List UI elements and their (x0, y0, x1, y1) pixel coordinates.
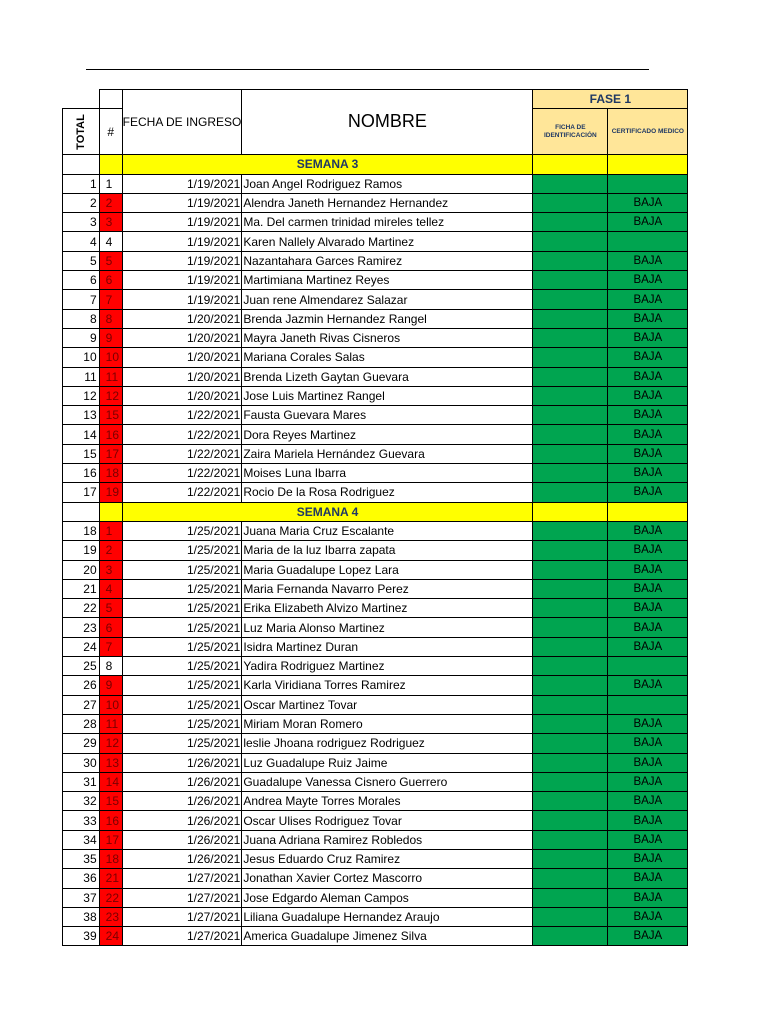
row-certificado (608, 232, 688, 251)
row-ficha (533, 753, 608, 772)
row-nombre: Jesus Eduardo Cruz Ramirez (242, 849, 533, 868)
table-row (63, 579, 688, 598)
row-total: 38 (63, 907, 100, 926)
row-nombre: Brenda Lizeth Gaytan Guevara (242, 367, 533, 386)
row-number: 8 (99, 309, 122, 328)
row-total: 36 (63, 869, 100, 888)
row-ficha (533, 657, 608, 676)
row-fecha: 1/20/2021 (122, 328, 242, 347)
row-fecha: 1/25/2021 (122, 521, 242, 540)
row-fecha: 1/19/2021 (122, 251, 242, 270)
row-number: 14 (99, 772, 122, 791)
row-ficha (533, 464, 608, 483)
section-label: SEMANA 4 (122, 502, 533, 521)
table-row (63, 599, 688, 618)
row-total: 26 (63, 676, 100, 695)
row-fecha: 1/20/2021 (122, 309, 242, 328)
row-fecha: 1/22/2021 (122, 406, 242, 425)
row-certificado: BAJA (608, 444, 688, 463)
row-total: 22 (63, 599, 100, 618)
row-certificado: BAJA (608, 927, 688, 946)
row-ficha (533, 830, 608, 849)
table-row (63, 521, 688, 540)
row-certificado: BAJA (608, 560, 688, 579)
row-ficha (533, 348, 608, 367)
row-certificado: BAJA (608, 618, 688, 637)
row-total: 9 (63, 328, 100, 347)
row-ficha (533, 599, 608, 618)
table-row (63, 309, 688, 328)
table-row (63, 792, 688, 811)
row-certificado: BAJA (608, 869, 688, 888)
row-total: 37 (63, 888, 100, 907)
row-fecha: 1/22/2021 (122, 464, 242, 483)
row-total: 2 (63, 193, 100, 212)
table-row (63, 483, 688, 502)
row-certificado: BAJA (608, 676, 688, 695)
row-fecha: 1/19/2021 (122, 271, 242, 290)
row-total: 31 (63, 772, 100, 791)
row-nombre: Maria de la luz Ibarra zapata (242, 541, 533, 560)
row-certificado: BAJA (608, 637, 688, 656)
fecha-header: FECHA DE INGRESO (122, 90, 242, 155)
row-nombre: leslie Jhoana rodriguez Rodriguez (242, 734, 533, 753)
table-row (63, 734, 688, 753)
row-total: 10 (63, 348, 100, 367)
row-ficha (533, 792, 608, 811)
row-certificado: BAJA (608, 907, 688, 926)
row-ficha (533, 213, 608, 232)
row-certificado (608, 695, 688, 714)
row-fecha: 1/27/2021 (122, 888, 242, 907)
table-row (63, 772, 688, 791)
row-certificado: BAJA (608, 348, 688, 367)
table-row (63, 271, 688, 290)
row-ficha (533, 714, 608, 733)
row-certificado: BAJA (608, 792, 688, 811)
section-label: SEMANA 3 (122, 155, 533, 174)
row-number: 1 (99, 174, 122, 193)
row-certificado: BAJA (608, 251, 688, 270)
row-total: 16 (63, 464, 100, 483)
table-body (63, 155, 688, 946)
row-ficha (533, 927, 608, 946)
row-nombre: Mariana Corales Salas (242, 348, 533, 367)
row-number: 4 (99, 232, 122, 251)
row-number: 21 (99, 869, 122, 888)
row-number: 1 (99, 521, 122, 540)
table-row (63, 560, 688, 579)
row-number: 2 (99, 193, 122, 212)
row-fecha: 1/25/2021 (122, 637, 242, 656)
table-row (63, 232, 688, 251)
row-nombre: Ma. Del carmen trinidad mireles tellez (242, 213, 533, 232)
row-fecha: 1/19/2021 (122, 232, 242, 251)
header-row-phase (63, 90, 688, 109)
table-row (63, 174, 688, 193)
row-ficha (533, 579, 608, 598)
row-fecha: 1/25/2021 (122, 657, 242, 676)
row-fecha: 1/19/2021 (122, 290, 242, 309)
row-fecha: 1/26/2021 (122, 830, 242, 849)
row-fecha: 1/20/2021 (122, 367, 242, 386)
row-ficha (533, 444, 608, 463)
row-ficha (533, 907, 608, 926)
row-ficha (533, 521, 608, 540)
row-fecha: 1/27/2021 (122, 927, 242, 946)
row-nombre: Erika Elizabeth Alvizo Martinez (242, 599, 533, 618)
table-row (63, 425, 688, 444)
num-header: # (99, 109, 122, 155)
table-row (63, 290, 688, 309)
row-nombre: Juana Maria Cruz Escalante (242, 521, 533, 540)
table-row (63, 888, 688, 907)
row-fecha: 1/19/2021 (122, 193, 242, 212)
row-number: 24 (99, 927, 122, 946)
row-certificado: BAJA (608, 753, 688, 772)
row-certificado: BAJA (608, 309, 688, 328)
table-row (63, 193, 688, 212)
row-fecha: 1/25/2021 (122, 579, 242, 598)
table-row (63, 811, 688, 830)
row-total: 24 (63, 637, 100, 656)
row-fecha: 1/25/2021 (122, 714, 242, 733)
row-number: 11 (99, 367, 122, 386)
row-number: 15 (99, 792, 122, 811)
row-number: 10 (99, 348, 122, 367)
row-ficha (533, 849, 608, 868)
table-row (63, 657, 688, 676)
row-certificado: BAJA (608, 811, 688, 830)
row-fecha: 1/19/2021 (122, 174, 242, 193)
row-nombre: Oscar Ulises Rodriguez Tovar (242, 811, 533, 830)
row-nombre: Jose Luis Martinez Rangel (242, 386, 533, 405)
row-nombre: Luz Guadalupe Ruiz Jaime (242, 753, 533, 772)
table-row (63, 637, 688, 656)
row-ficha (533, 695, 608, 714)
row-number: 19 (99, 483, 122, 502)
row-number: 12 (99, 386, 122, 405)
row-number: 18 (99, 464, 122, 483)
row-nombre: Liliana Guadalupe Hernandez Araujo (242, 907, 533, 926)
row-nombre: Dora Reyes Martinez (242, 425, 533, 444)
row-fecha: 1/26/2021 (122, 849, 242, 868)
row-ficha (533, 734, 608, 753)
row-nombre: Jose Edgardo Aleman Campos (242, 888, 533, 907)
row-ficha (533, 676, 608, 695)
row-certificado: BAJA (608, 541, 688, 560)
row-certificado: BAJA (608, 386, 688, 405)
row-ficha (533, 772, 608, 791)
row-fecha: 1/19/2021 (122, 213, 242, 232)
row-ficha (533, 174, 608, 193)
row-certificado: BAJA (608, 772, 688, 791)
table-row (63, 406, 688, 425)
row-ficha (533, 483, 608, 502)
row-ficha (533, 637, 608, 656)
row-nombre: Isidra Martinez Duran (242, 637, 533, 656)
row-number: 7 (99, 637, 122, 656)
row-fecha: 1/20/2021 (122, 386, 242, 405)
row-total: 5 (63, 251, 100, 270)
table-row (63, 444, 688, 463)
row-ficha (533, 367, 608, 386)
table-row (63, 695, 688, 714)
row-ficha (533, 251, 608, 270)
row-total: 32 (63, 792, 100, 811)
row-total: 13 (63, 406, 100, 425)
row-number: 5 (99, 251, 122, 270)
row-total: 39 (63, 927, 100, 946)
table-row (63, 753, 688, 772)
row-ficha (533, 560, 608, 579)
row-nombre: Juan rene Almendarez Salazar (242, 290, 533, 309)
row-number: 18 (99, 849, 122, 868)
row-total: 18 (63, 521, 100, 540)
row-certificado: BAJA (608, 425, 688, 444)
table-row (63, 213, 688, 232)
row-total: 19 (63, 541, 100, 560)
row-total: 12 (63, 386, 100, 405)
row-ficha (533, 328, 608, 347)
table-row (63, 367, 688, 386)
row-nombre: Fausta Guevara Mares (242, 406, 533, 425)
row-total: 3 (63, 213, 100, 232)
table-row (63, 830, 688, 849)
row-certificado: BAJA (608, 328, 688, 347)
table-row (63, 348, 688, 367)
row-ficha (533, 888, 608, 907)
row-fecha: 1/25/2021 (122, 541, 242, 560)
row-fecha: 1/26/2021 (122, 772, 242, 791)
row-total: 25 (63, 657, 100, 676)
row-total: 4 (63, 232, 100, 251)
row-certificado: BAJA (608, 367, 688, 386)
row-fecha: 1/25/2021 (122, 734, 242, 753)
row-nombre: Oscar Martinez Tovar (242, 695, 533, 714)
row-number: 3 (99, 213, 122, 232)
row-number: 12 (99, 734, 122, 753)
row-nombre: Martimiana Martinez Reyes (242, 271, 533, 290)
row-total: 34 (63, 830, 100, 849)
row-total: 21 (63, 579, 100, 598)
row-total: 14 (63, 425, 100, 444)
row-total: 28 (63, 714, 100, 733)
row-nombre: Andrea Mayte Torres Morales (242, 792, 533, 811)
row-number: 4 (99, 579, 122, 598)
row-fecha: 1/27/2021 (122, 907, 242, 926)
row-ficha (533, 425, 608, 444)
row-number: 8 (99, 657, 122, 676)
nombre-header: NOMBRE (242, 90, 533, 155)
row-number: 9 (99, 328, 122, 347)
row-certificado: BAJA (608, 290, 688, 309)
table-row (63, 849, 688, 868)
row-nombre: Yadira Rodriguez Martinez (242, 657, 533, 676)
row-certificado: BAJA (608, 213, 688, 232)
row-total: 35 (63, 849, 100, 868)
row-certificado: BAJA (608, 521, 688, 540)
table-row (63, 464, 688, 483)
row-number: 6 (99, 618, 122, 637)
row-nombre: Brenda Jazmin Hernandez Rangel (242, 309, 533, 328)
row-certificado: BAJA (608, 849, 688, 868)
row-ficha (533, 618, 608, 637)
section-row (63, 502, 688, 521)
row-nombre: Joan Angel Rodriguez Ramos (242, 174, 533, 193)
row-total: 17 (63, 483, 100, 502)
row-number: 5 (99, 599, 122, 618)
ficha-header: FICHA DE IDENTIFICACIÓN (533, 109, 608, 155)
row-nombre: Maria Guadalupe Lopez Lara (242, 560, 533, 579)
row-fecha: 1/22/2021 (122, 425, 242, 444)
row-certificado: BAJA (608, 271, 688, 290)
row-nombre: Karla Viridiana Torres Ramirez (242, 676, 533, 695)
fase-header: FASE 1 (533, 90, 688, 109)
row-total: 27 (63, 695, 100, 714)
row-number: 17 (99, 444, 122, 463)
row-total: 33 (63, 811, 100, 830)
row-fecha: 1/22/2021 (122, 444, 242, 463)
row-number: 6 (99, 271, 122, 290)
row-certificado: BAJA (608, 888, 688, 907)
row-total: 1 (63, 174, 100, 193)
section-row (63, 155, 688, 174)
row-fecha: 1/25/2021 (122, 676, 242, 695)
row-total: 7 (63, 290, 100, 309)
row-nombre: Mayra Janeth Rivas Cisneros (242, 328, 533, 347)
row-fecha: 1/25/2021 (122, 618, 242, 637)
row-ficha (533, 232, 608, 251)
row-total: 15 (63, 444, 100, 463)
row-certificado: BAJA (608, 193, 688, 212)
row-nombre: Miriam Moran Romero (242, 714, 533, 733)
row-number: 2 (99, 541, 122, 560)
row-certificado: BAJA (608, 714, 688, 733)
row-number: 10 (99, 695, 122, 714)
row-certificado: BAJA (608, 734, 688, 753)
row-nombre: Luz Maria Alonso Martinez (242, 618, 533, 637)
row-number: 17 (99, 830, 122, 849)
row-ficha (533, 271, 608, 290)
row-nombre: Karen Nallely Alvarado Martinez (242, 232, 533, 251)
row-fecha: 1/25/2021 (122, 695, 242, 714)
row-total: 30 (63, 753, 100, 772)
row-certificado (608, 174, 688, 193)
row-fecha: 1/25/2021 (122, 560, 242, 579)
table-row (63, 541, 688, 560)
row-number: 22 (99, 888, 122, 907)
row-certificado (608, 657, 688, 676)
total-header: TOTAL (63, 109, 100, 155)
row-fecha: 1/22/2021 (122, 483, 242, 502)
row-fecha: 1/25/2021 (122, 599, 242, 618)
row-certificado: BAJA (608, 483, 688, 502)
top-rule (86, 69, 649, 70)
row-number: 7 (99, 290, 122, 309)
row-certificado: BAJA (608, 830, 688, 849)
row-nombre: Guadalupe Vanessa Cisnero Guerrero (242, 772, 533, 791)
table-row (63, 714, 688, 733)
row-ficha (533, 290, 608, 309)
row-number: 16 (99, 811, 122, 830)
row-total: 20 (63, 560, 100, 579)
row-number: 9 (99, 676, 122, 695)
certificado-header: CERTIFICADO MEDICO (608, 109, 688, 155)
row-total: 11 (63, 367, 100, 386)
row-nombre: Rocio De la Rosa Rodriguez (242, 483, 533, 502)
row-total: 29 (63, 734, 100, 753)
row-number: 13 (99, 753, 122, 772)
row-number: 15 (99, 406, 122, 425)
row-ficha (533, 193, 608, 212)
row-certificado: BAJA (608, 579, 688, 598)
row-total: 8 (63, 309, 100, 328)
table-row (63, 251, 688, 270)
row-certificado: BAJA (608, 464, 688, 483)
row-total: 23 (63, 618, 100, 637)
row-fecha: 1/26/2021 (122, 811, 242, 830)
row-nombre: Juana Adriana Ramirez Robledos (242, 830, 533, 849)
row-certificado: BAJA (608, 599, 688, 618)
table-row (63, 907, 688, 926)
enrollment-table (62, 89, 688, 946)
row-nombre: America Guadalupe Jimenez Silva (242, 927, 533, 946)
row-ficha (533, 406, 608, 425)
row-number: 11 (99, 714, 122, 733)
row-number: 3 (99, 560, 122, 579)
row-ficha (533, 309, 608, 328)
row-total: 6 (63, 271, 100, 290)
row-certificado: BAJA (608, 406, 688, 425)
table-row (63, 869, 688, 888)
table-row (63, 386, 688, 405)
table-row (63, 927, 688, 946)
row-fecha: 1/26/2021 (122, 753, 242, 772)
row-number: 23 (99, 907, 122, 926)
row-ficha (533, 541, 608, 560)
row-fecha: 1/27/2021 (122, 869, 242, 888)
table-row (63, 676, 688, 695)
row-ficha (533, 811, 608, 830)
row-number: 16 (99, 425, 122, 444)
row-fecha: 1/20/2021 (122, 348, 242, 367)
row-ficha (533, 386, 608, 405)
row-nombre: Zaira Mariela Hernández Guevara (242, 444, 533, 463)
row-nombre: Alendra Janeth Hernandez Hernandez (242, 193, 533, 212)
row-ficha (533, 869, 608, 888)
row-nombre: Jonathan Xavier Cortez Mascorro (242, 869, 533, 888)
table-row (63, 328, 688, 347)
row-nombre: Nazantahara Garces Ramirez (242, 251, 533, 270)
table-row (63, 618, 688, 637)
row-fecha: 1/26/2021 (122, 792, 242, 811)
row-nombre: Moises Luna Ibarra (242, 464, 533, 483)
row-nombre: Maria Fernanda Navarro Perez (242, 579, 533, 598)
